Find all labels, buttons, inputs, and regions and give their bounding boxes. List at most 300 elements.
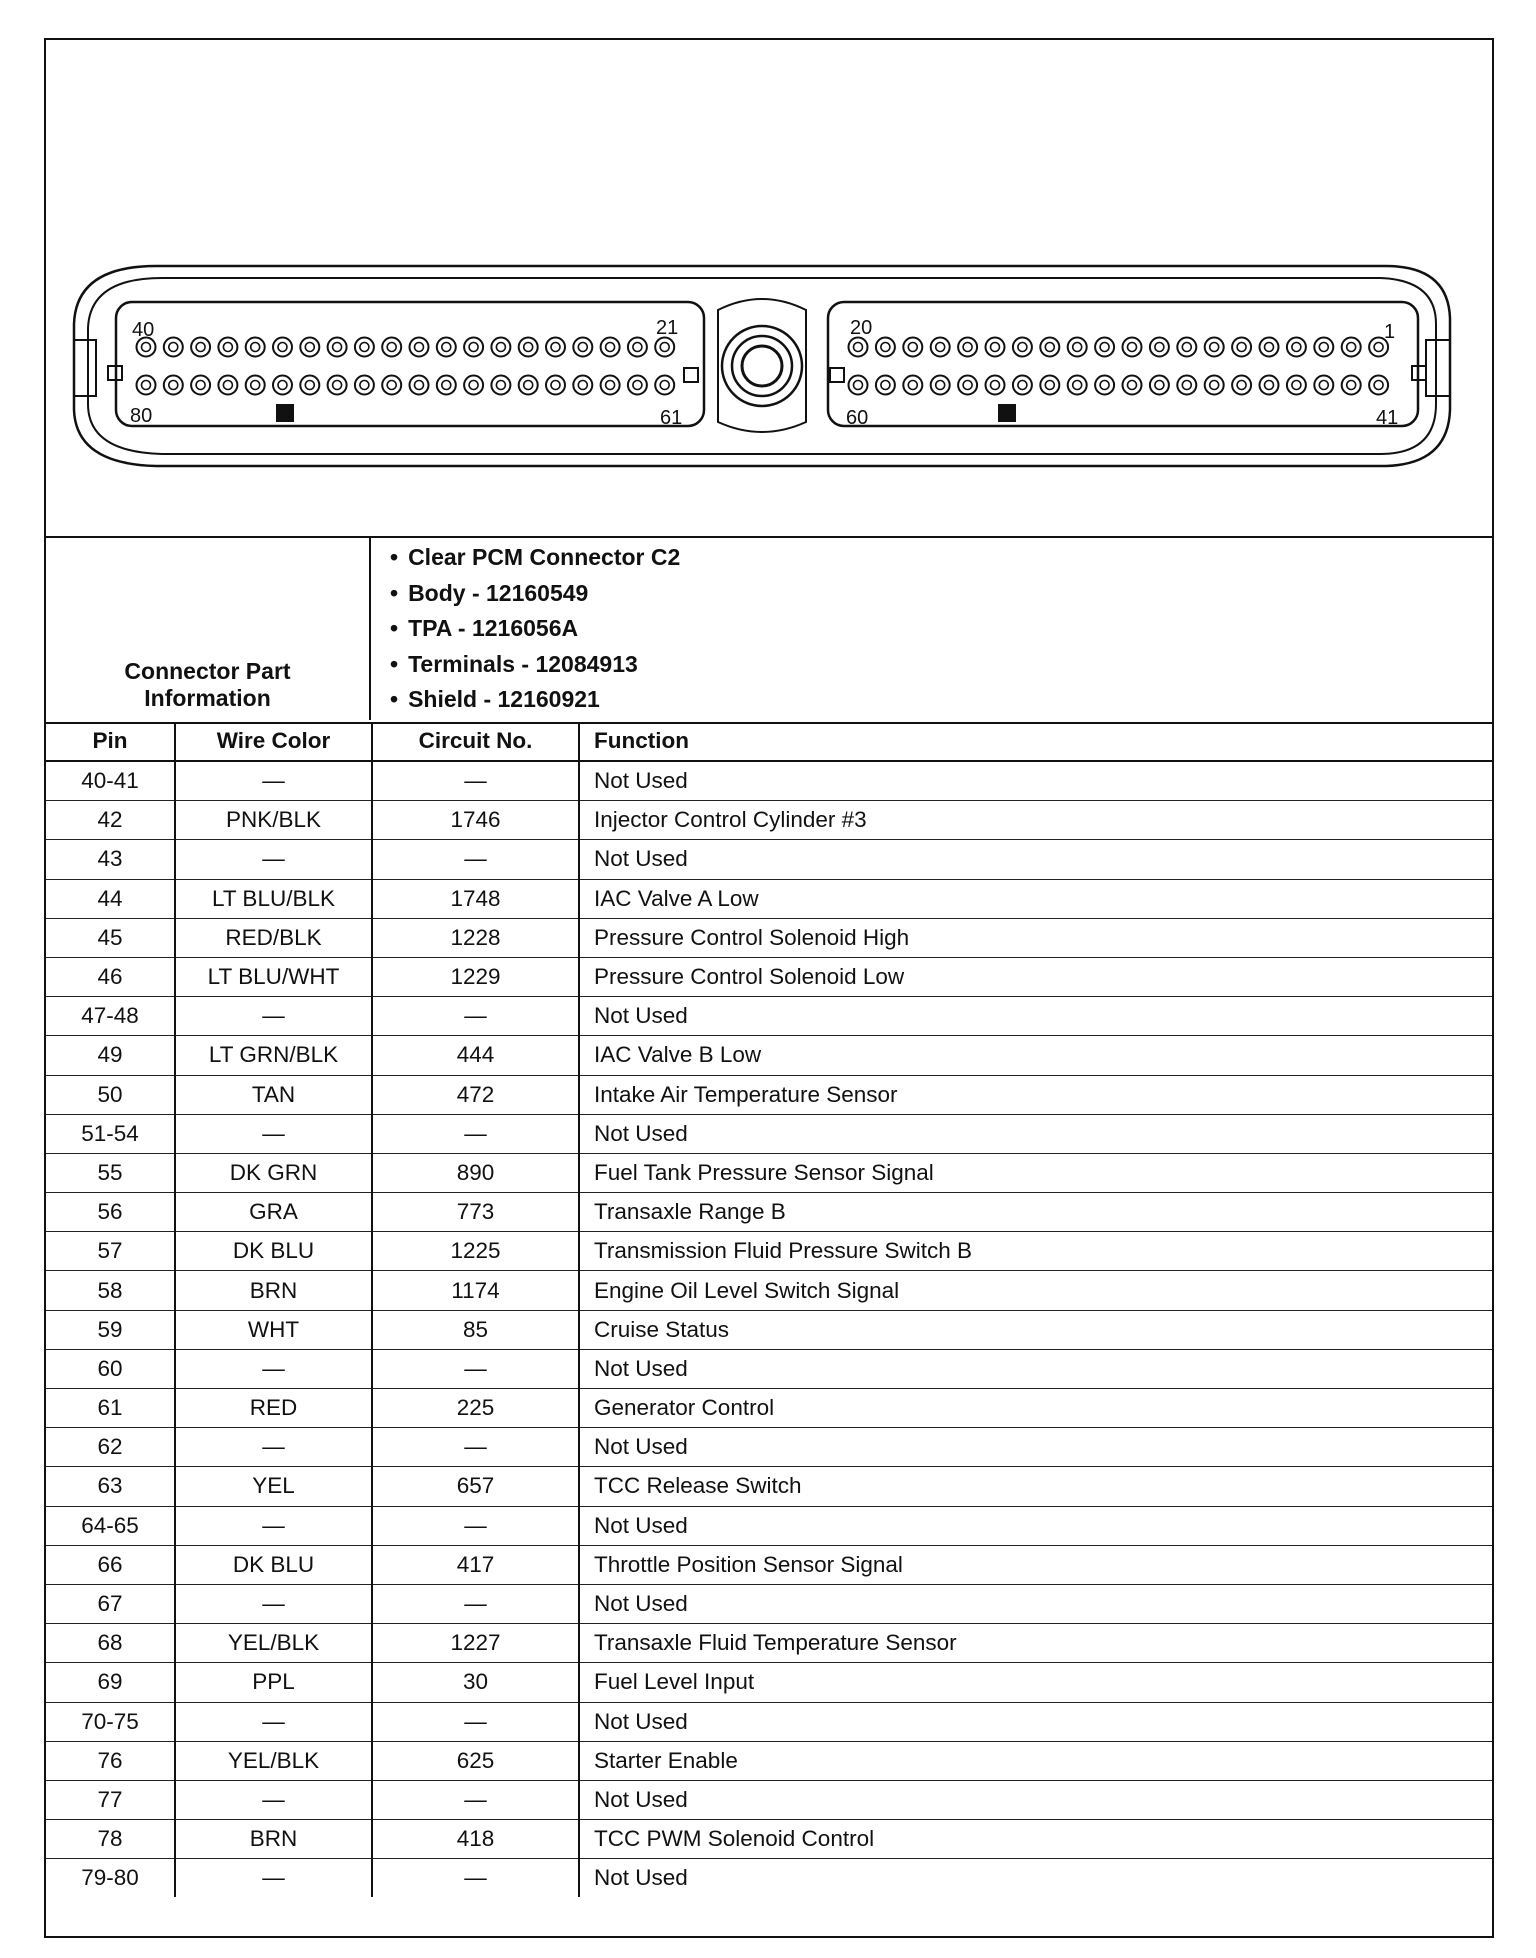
cell-wire-color: YEL/BLK — [175, 1624, 372, 1663]
pin-hole — [1369, 376, 1388, 395]
pin-hole-inner — [1100, 343, 1109, 352]
pin-hole-inner — [1100, 381, 1109, 390]
pin-hole-inner — [223, 381, 232, 390]
cell-pin: 63 — [46, 1467, 175, 1506]
table-row — [46, 1545, 1492, 1584]
cell-wire-color: TAN — [175, 1075, 372, 1114]
pin-hole — [410, 338, 429, 357]
cell-wire-color: — — [175, 761, 372, 801]
pin-hole — [1150, 338, 1169, 357]
info-item-shield: • Shield - 12160921 — [374, 682, 680, 718]
connector-diagram — [46, 40, 1492, 538]
pin-hole — [1205, 338, 1224, 357]
cell-pin: 62 — [46, 1428, 175, 1467]
cell-function: Fuel Tank Pressure Sensor Signal — [579, 1153, 1492, 1192]
cell-circuit-no: 1225 — [372, 1232, 579, 1271]
cell-pin: 42 — [46, 801, 175, 840]
pin-hole-inner — [881, 343, 890, 352]
cell-wire-color: — — [175, 1584, 372, 1623]
table-row — [46, 1389, 1492, 1428]
pin-hole — [601, 376, 620, 395]
pin-hole-inner — [908, 343, 917, 352]
pin-hole-inner — [1347, 343, 1356, 352]
pin-hole-inner — [360, 343, 369, 352]
pin-hole-inner — [415, 381, 424, 390]
cell-function: Not Used — [594, 1865, 688, 1891]
header-wire-color: Wire Color — [175, 722, 372, 761]
pin-hole — [1150, 376, 1169, 395]
pin-hole — [1287, 338, 1306, 357]
pin-label-21: 21 — [656, 317, 679, 339]
cell-function: Cruise Status — [579, 1310, 1492, 1349]
pin-hole-inner — [442, 381, 451, 390]
pin-hole-inner — [660, 381, 669, 390]
cell-circuit-no: — — [372, 1506, 579, 1545]
pin-hole — [1177, 338, 1196, 357]
cell-function: IAC Valve A Low — [579, 879, 1492, 918]
table-row — [46, 1036, 1492, 1075]
cell-pin: 58 — [46, 1271, 175, 1310]
cell-pin: 51-54 — [46, 1114, 175, 1153]
pin-hole — [573, 376, 592, 395]
pin-hole-inner — [1319, 343, 1328, 352]
cell-function: Fuel Level Input — [579, 1663, 1492, 1702]
cell-wire-color: YEL — [175, 1467, 372, 1506]
cell-wire-color: — — [175, 1349, 372, 1388]
pin-label-1: 1 — [1384, 321, 1396, 343]
cell-circuit-no: 1174 — [372, 1271, 579, 1310]
pin-label-20: 20 — [850, 317, 873, 339]
cell-pin: 61 — [46, 1389, 175, 1428]
pin-label-60: 60 — [846, 407, 869, 429]
pin-hole-inner — [305, 343, 314, 352]
info-label-line2: Information — [144, 685, 271, 711]
cell-pin: 64-65 — [46, 1506, 175, 1545]
pin-hole — [464, 376, 483, 395]
cell-pin: 47-48 — [46, 997, 175, 1036]
cell-function: Not Used — [579, 1506, 1492, 1545]
pin-hole-inner — [633, 381, 642, 390]
pin-hole — [849, 338, 868, 357]
pin-hole-inner — [469, 343, 478, 352]
pin-hole-inner — [1045, 381, 1054, 390]
pin-hole-inner — [1045, 343, 1054, 352]
cell-pin: 69 — [46, 1663, 175, 1702]
cell-circuit-no: 1228 — [372, 918, 579, 957]
pin-hole — [273, 338, 292, 357]
pin-hole — [931, 376, 950, 395]
header-function: Function — [579, 722, 1492, 761]
cell-function: Not Used — [579, 997, 1492, 1036]
cell-circuit-no: 444 — [372, 1036, 579, 1075]
cell-wire-color: RED — [175, 1389, 372, 1428]
pin-hole — [464, 338, 483, 357]
cell-circuit-no: 890 — [372, 1153, 579, 1192]
cell-wire-color: — — [175, 1702, 372, 1741]
pin-hole — [958, 376, 977, 395]
pin-hole-inner — [442, 343, 451, 352]
pin-hole-inner — [551, 343, 560, 352]
pin-hole — [546, 338, 565, 357]
cell-function: Starter Enable — [579, 1741, 1492, 1780]
cell-wire-color: — — [175, 840, 372, 879]
pin-hole — [164, 338, 183, 357]
pin-hole-inner — [908, 381, 917, 390]
pin-hole — [986, 338, 1005, 357]
cell-wire-color: — — [175, 1859, 372, 1898]
pin-hole — [437, 376, 456, 395]
pin-hole — [355, 376, 374, 395]
table-row — [46, 1310, 1492, 1349]
cell-circuit-no: 225 — [372, 1389, 579, 1428]
pin-hole — [1232, 376, 1251, 395]
cell-wire-color: DK GRN — [175, 1153, 372, 1192]
table-row — [46, 801, 1492, 840]
cell-circuit-no: 773 — [372, 1193, 579, 1232]
pin-label-41: 41 — [1376, 407, 1399, 429]
cell-function: Not Used — [579, 1702, 1492, 1741]
pin-hole — [218, 376, 237, 395]
pin-hole — [1123, 376, 1142, 395]
pin-hole — [300, 376, 319, 395]
cell-function: Not Used — [579, 840, 1492, 879]
pin-hole-inner — [1155, 381, 1164, 390]
cell-circuit-no: 30 — [372, 1663, 579, 1702]
pin-hole — [1232, 338, 1251, 357]
pin-hole-inner — [1319, 381, 1328, 390]
pin-hole-inner — [991, 381, 1000, 390]
cell-function: Engine Oil Level Switch Signal — [579, 1271, 1492, 1310]
table-row — [46, 840, 1492, 879]
pin-hole-inner — [196, 343, 205, 352]
pin-hole-inner — [333, 343, 342, 352]
pin-hole — [1068, 376, 1087, 395]
pin-hole — [328, 376, 347, 395]
info-item-body: • Body - 12160549 — [374, 576, 680, 612]
pin-hole-inner — [1292, 343, 1301, 352]
cell-pin: 55 — [46, 1153, 175, 1192]
cell-circuit-no: 85 — [372, 1310, 579, 1349]
pin-hole-inner — [1347, 381, 1356, 390]
table-row — [46, 761, 1492, 801]
pin-hole — [491, 376, 510, 395]
cell-function: Pressure Control Solenoid Low — [579, 957, 1492, 996]
cell-pin: 56 — [46, 1193, 175, 1232]
table-row — [46, 1506, 1492, 1545]
pin-hole-inner — [1292, 381, 1301, 390]
pin-hole-inner — [1265, 343, 1274, 352]
pin-hole — [986, 376, 1005, 395]
pin-hole-inner — [1210, 381, 1219, 390]
cell-circuit-no: 1229 — [372, 957, 579, 996]
cell-wire-color: — — [175, 1506, 372, 1545]
pin-hole — [903, 338, 922, 357]
cell-pin: 59 — [46, 1310, 175, 1349]
pin-hole-inner — [415, 343, 424, 352]
pin-hole — [1342, 376, 1361, 395]
pin-hole — [218, 338, 237, 357]
cell-circuit-no: — — [372, 1780, 579, 1819]
pcm-connector-c2-drawing — [46, 40, 1492, 536]
pin-hole — [655, 338, 674, 357]
table-row — [46, 1859, 1492, 1898]
table-row — [46, 1349, 1492, 1388]
pin-hole-inner — [881, 381, 890, 390]
pin-hole-inner — [606, 343, 615, 352]
pin-hole-inner — [223, 343, 232, 352]
cell-pin: 44 — [46, 879, 175, 918]
pin-hole-inner — [1265, 381, 1274, 390]
cell-circuit-no: 657 — [372, 1467, 579, 1506]
pin-hole-inner — [305, 381, 314, 390]
cell-wire-color: BRN — [175, 1271, 372, 1310]
cell-wire-color: — — [175, 1428, 372, 1467]
document-sheet — [44, 38, 1494, 1938]
cell-wire-color: BRN — [175, 1820, 372, 1859]
pin-hole — [1287, 376, 1306, 395]
cell-pin: 68 — [46, 1624, 175, 1663]
cell-circuit-no: — — [372, 1349, 579, 1388]
pin-hole — [628, 376, 647, 395]
pin-hole-inner — [1374, 343, 1383, 352]
pin-hole-inner — [1128, 381, 1137, 390]
cell-pin: 77 — [46, 1780, 175, 1819]
pin-hole — [519, 338, 538, 357]
cell-wire-color: LT BLU/BLK — [175, 879, 372, 918]
pin-hole — [519, 376, 538, 395]
cell-circuit-no: — — [372, 1584, 579, 1623]
pin-hole-inner — [854, 343, 863, 352]
cell-circuit-no: 418 — [372, 1820, 579, 1859]
pin-hole-inner — [524, 343, 533, 352]
cell-pin: 57 — [46, 1232, 175, 1271]
pin-hole — [382, 338, 401, 357]
cell-circuit-no: — — [372, 840, 579, 879]
cell-pin: 40-41 — [46, 761, 175, 801]
pin-hole — [1177, 376, 1196, 395]
pin-hole — [328, 338, 347, 357]
pin-hole-inner — [551, 381, 560, 390]
pin-label-80: 80 — [130, 405, 153, 427]
pin-hole-inner — [1374, 381, 1383, 390]
cell-function: Not Used — [579, 1428, 1492, 1467]
pin-hole-inner — [1182, 381, 1191, 390]
table-row — [46, 1702, 1492, 1741]
pin-hole — [931, 338, 950, 357]
cell-wire-color: LT GRN/BLK — [175, 1036, 372, 1075]
cell-wire-color: RED/BLK — [175, 918, 372, 957]
cell-pin: 43 — [46, 840, 175, 879]
cell-wire-color: — — [175, 1114, 372, 1153]
table-row — [46, 1820, 1492, 1859]
pin-hole — [1314, 338, 1333, 357]
cell-circuit-no: — — [372, 1702, 579, 1741]
table-row — [46, 1584, 1492, 1623]
cell-circuit-no: 472 — [372, 1075, 579, 1114]
table-row — [46, 1075, 1492, 1114]
pin-hole — [849, 376, 868, 395]
cell-function: Transaxle Fluid Temperature Sensor — [579, 1624, 1492, 1663]
cell-circuit-no: 625 — [372, 1741, 579, 1780]
pin-hole-inner — [1128, 343, 1137, 352]
pin-hole-inner — [142, 343, 151, 352]
table-row — [46, 1232, 1492, 1271]
pin-hole — [876, 376, 895, 395]
cell-wire-color: — — [175, 1780, 372, 1819]
pin-hole — [273, 376, 292, 395]
cell-circuit-no: 417 — [372, 1545, 579, 1584]
cell-pin: 66 — [46, 1545, 175, 1584]
table-row — [46, 997, 1492, 1036]
table-row — [46, 1153, 1492, 1192]
cell-function: Not Used — [579, 761, 1492, 801]
pin-hole-inner — [854, 381, 863, 390]
pin-hole-inner — [387, 381, 396, 390]
info-label-line1: Connector Part — [124, 658, 291, 684]
pin-hole — [1095, 338, 1114, 357]
table-row — [46, 1467, 1492, 1506]
pin-hole-inner — [278, 381, 287, 390]
pin-hole-inner — [1182, 343, 1191, 352]
info-item-terminals: • Terminals - 12084913 — [374, 647, 680, 683]
pin-hole-inner — [578, 381, 587, 390]
pin-hole-inner — [963, 381, 972, 390]
cell-wire-color: PNK/BLK — [175, 801, 372, 840]
pin-hole-inner — [991, 343, 1000, 352]
pin-hole-inner — [936, 343, 945, 352]
pin-hole — [382, 376, 401, 395]
pin-hole-inner — [469, 381, 478, 390]
table-row — [46, 879, 1492, 918]
cell-circuit-no: 1227 — [372, 1624, 579, 1663]
pin-hole — [246, 338, 265, 357]
pin-hole — [1040, 376, 1059, 395]
table-row — [46, 1428, 1492, 1467]
table-row — [46, 1114, 1492, 1153]
table-row — [46, 1741, 1492, 1780]
pin-hole — [546, 376, 565, 395]
cell-pin: 79-80 — [46, 1859, 175, 1898]
pin-hole-inner — [1155, 343, 1164, 352]
cell-pin: 50 — [46, 1075, 175, 1114]
pin-hole — [491, 338, 510, 357]
pin-hole-inner — [1073, 381, 1082, 390]
pin-hole-inner — [251, 381, 260, 390]
table-row — [46, 1780, 1492, 1819]
pin-hole-inner — [606, 381, 615, 390]
pin-hole-inner — [142, 381, 151, 390]
pin-hole-inner — [1237, 381, 1246, 390]
cell-pin: 70-75 — [46, 1702, 175, 1741]
cell-pin: 46 — [46, 957, 175, 996]
pin-hole — [355, 338, 374, 357]
pin-hole-inner — [278, 343, 287, 352]
table-row — [46, 1193, 1492, 1232]
pin-hole — [1260, 376, 1279, 395]
table-row — [46, 957, 1492, 996]
cell-circuit-no: — — [372, 1428, 579, 1467]
pin-hole-inner — [1073, 343, 1082, 352]
cell-wire-color: LT BLU/WHT — [175, 957, 372, 996]
pin-hole-inner — [1237, 343, 1246, 352]
pin-hole-inner — [524, 381, 533, 390]
pin-hole — [1013, 338, 1032, 357]
cell-wire-color: YEL/BLK — [175, 1741, 372, 1780]
cell-function: Intake Air Temperature Sensor — [579, 1075, 1492, 1114]
pin-hole — [1068, 338, 1087, 357]
pin-label-61: 61 — [660, 407, 683, 429]
pin-hole — [1342, 338, 1361, 357]
pin-hole — [655, 376, 674, 395]
pin-label-40: 40 — [132, 319, 155, 341]
pin-hole-inner — [251, 343, 260, 352]
table-header-row — [46, 722, 1492, 761]
pin-hole-inner — [387, 343, 396, 352]
pin-hole-inner — [633, 343, 642, 352]
cell-circuit-no: — — [372, 1114, 579, 1153]
cell-wire-color: — — [175, 997, 372, 1036]
pin-hole — [191, 338, 210, 357]
pin-hole-inner — [196, 381, 205, 390]
cell-function: Transmission Fluid Pressure Switch B — [579, 1232, 1492, 1271]
cell-wire-color: GRA — [175, 1193, 372, 1232]
pin-hole-inner — [578, 343, 587, 352]
cell-pin: 67 — [46, 1584, 175, 1623]
pin-hole — [1314, 376, 1333, 395]
pin-hole — [410, 376, 429, 395]
pin-hole — [876, 338, 895, 357]
table-row — [46, 1271, 1492, 1310]
cell-pin: 76 — [46, 1741, 175, 1780]
pin-hole — [1123, 338, 1142, 357]
pin-hole-inner — [963, 343, 972, 352]
pin-hole-inner — [660, 343, 669, 352]
table-row — [46, 918, 1492, 957]
cell-wire-color: PPL — [175, 1663, 372, 1702]
pin-hole — [628, 338, 647, 357]
cell-circuit-no: — — [372, 997, 579, 1036]
cell-circuit-no: 1748 — [372, 879, 579, 918]
pin-hole — [903, 376, 922, 395]
pin-hole — [1205, 376, 1224, 395]
cell-pin: 78 — [46, 1820, 175, 1859]
cell-function: Transaxle Range B — [579, 1193, 1492, 1232]
cell-function: TCC Release Switch — [579, 1467, 1492, 1506]
pin-function-table — [46, 722, 1492, 1897]
pin-hole — [1095, 376, 1114, 395]
cell-function: Not Used — [579, 1584, 1492, 1623]
info-item-connector: • Clear PCM Connector C2 — [374, 540, 680, 576]
cell-function: Throttle Position Sensor Signal — [579, 1545, 1492, 1584]
pin-hole — [1013, 376, 1032, 395]
pin-hole-inner — [496, 381, 505, 390]
cell-function: Pressure Control Solenoid High — [579, 918, 1492, 957]
pin-hole — [437, 338, 456, 357]
pin-hole — [573, 338, 592, 357]
cell-wire-color: DK BLU — [175, 1232, 372, 1271]
cell-function: Not Used — [579, 1114, 1492, 1153]
pin-hole — [1260, 338, 1279, 357]
cell-circuit-no: 1746 — [372, 801, 579, 840]
pin-hole-inner — [1018, 343, 1027, 352]
pin-hole — [1040, 338, 1059, 357]
pin-hole — [191, 376, 210, 395]
pin-hole — [164, 376, 183, 395]
connector-part-list — [374, 540, 680, 718]
pin-hole — [137, 376, 156, 395]
pin-hole — [246, 376, 265, 395]
pin-hole — [300, 338, 319, 357]
